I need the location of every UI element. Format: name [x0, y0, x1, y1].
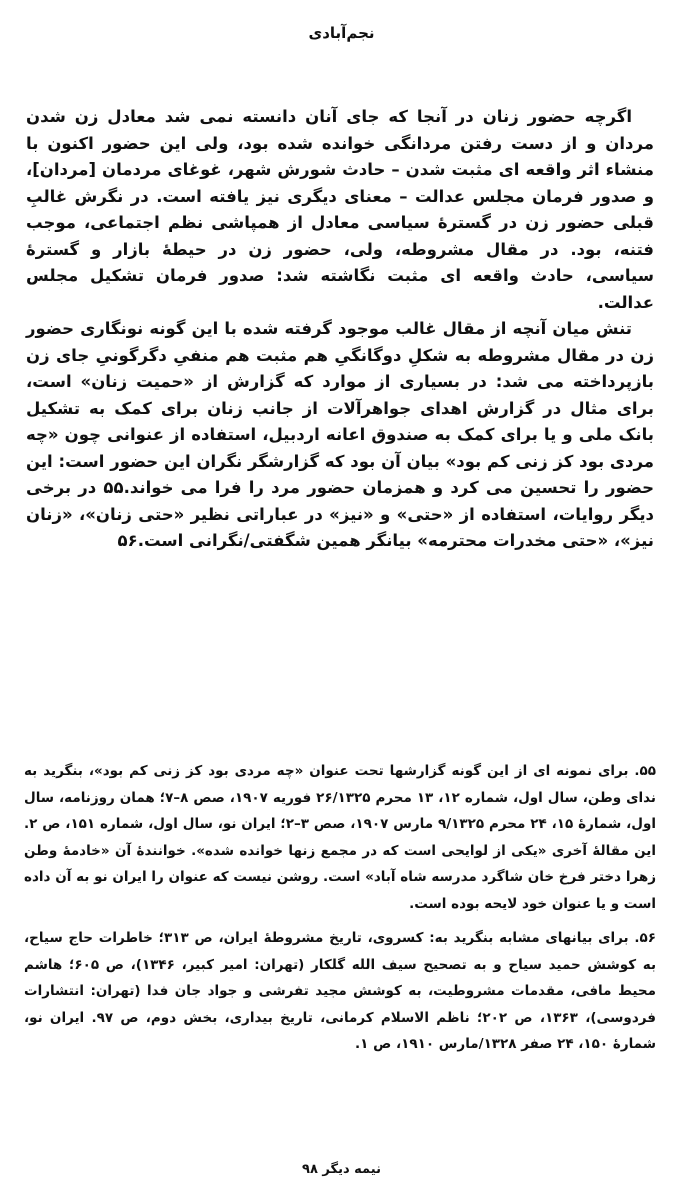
- footnote-56: ۵۶. برای بیانهای مشابه بنگرید به: کسروی، تاریخ مشروطهٔ ایران، ص ۳۱۳؛ خاطرات حاج سیاح، به کوشش حمید سیاح و به تصحیح سیف الله گلکار (تهران: امیر کبیر، ۱۳۴۶)، ص ۶۰۵؛ هاشم محیط مافی، مقدمات مشروطیت، به کوشش مجید تفرشی و جواد جان فدا (تهران: انتشارات فردوسی)، ۱۳۶۳، ص ۲۰۲؛ ناظم الاسلام کرمانی، تاریخ بیداری، بخش دوم، ص ۹۷. ایران نو، شمارهٔ ۱۵۰، ۲۴ صفر ۱۳۲۸/مارس ۱۹۱۰، ص ۱.: [24, 930, 657, 1052]
- footnotes: [24, 758, 656, 1066]
- running-header: نجم‌آبادی: [308, 24, 375, 42]
- body-paragraph: اگرچه حضور زنان در آنجا که جای آنان دانسته نمی شد معادل زن شدن مردان و از دست رفتن مردانگی خوانده شده بود، ولی این حضور اکنون با منشاء اثر واقعه ای مثبت شدن – حادث شورش شهر، غوغای مردمان [مردان]، و صدور فرمان مجلس عدالت – معنای دیگری نیز یافته است. در نگرش غالبِ قبلی حضور زن در گسترهٔ سیاسی معادل از همپاشی نظم اجتماعی، موجب فتنه، بود. در مقال مشروطه، ولی، حضور زن در حیطهٔ بازار و گسترهٔ سیاسی، حادث واقعه ای مثبت نگاشته شد: صدور فرمان تشکیل مجلس عدالت.: [26, 107, 654, 312]
- body-paragraph: تنش میان آنچه از مقال غالب موجود گرفته شده با این گونه نونگاری حضور زن در مقال مشروطه به شکلِ دوگانگیِ هم مثبت هم منفیِ دگرگونیِ جای زن بازپرداخته می شد: در بسیاری از موارد که گزارش از «حمیت زنان» است، برای مثال در گزارش اهدای جواهرآلات از جانب زنان برای کمک به تشکیل بانک ملی و یا برای کمک به صندوق اعانه اردبیل، استفاده از عنوانی چون «چه مردی بود کز زنی کم بود» بیان آن بود که گزارشگر نگران این حضور است: این حضور را تحسین می کرد و همزمان حضور مرد را فرا می خواند.۵۵ در برخی دیگر روایات، استفاده از «حتی» و «نیز» در عباراتی نظیر «حتی زنان»، «زنان نیز»، «حتی مخدرات محترمه» بیانگر همین شگفتی/نگرانی است.۵۶: [26, 319, 654, 550]
- main-text: [26, 104, 654, 555]
- footnote-55: ۵۵. برای نمونه ای از این گونه گزارشها تحت عنوان «چه مردی بود کز زنی کم بود»، بنگرید به ندای وطن، سال اول، شماره ۱۲، ۱۳ محرم ۲۶/۱۳۲۵ فوریه ۱۹۰۷، صص ۸–۷؛ همان روزنامه، سال اول، شمارهٔ ۱۵، ۲۴ محرم ۹/۱۳۲۵ مارس ۱۹۰۷، صص ۳–۲؛ ایران نو، سال اول، شماره ۱۵۱، ص ۲. این مقالهٔ آخری «یکی از لوایحی است که در مجمع زنها خوانده شده». خوانندهٔ آن «خادمهٔ وطن زهرا دختر فرخ خان شاگرد مدرسه شاه آباد» است. روشن نیست که عنوان را ایران نو به آن داده است و یا عنوان خود لایحه بوده است.: [24, 763, 657, 912]
- page-footer: نیمه دیگر ۹۸: [302, 1162, 381, 1177]
